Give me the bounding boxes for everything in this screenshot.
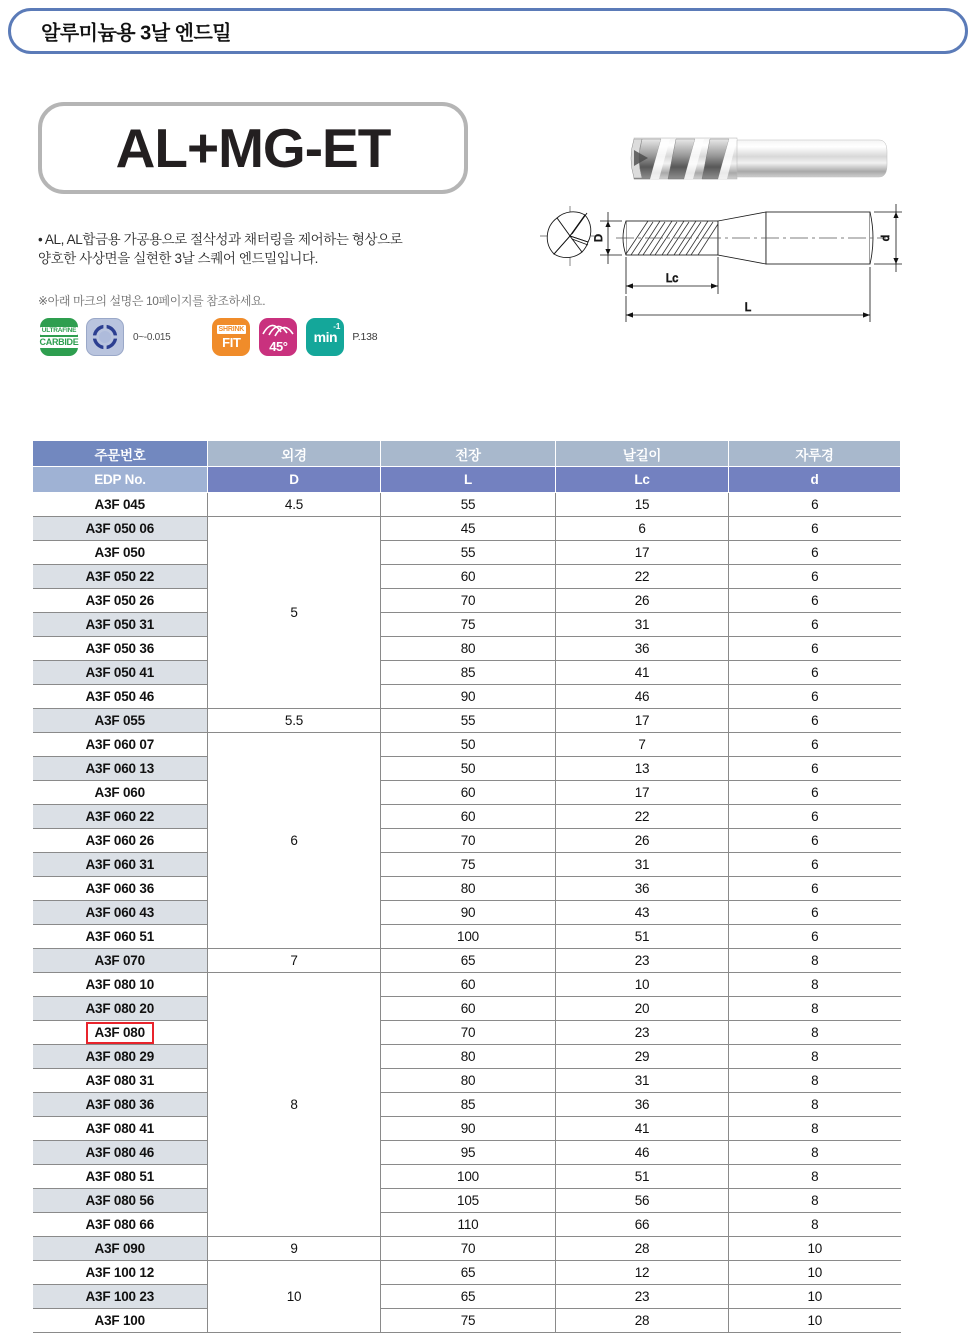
cell-overall-length: 85 <box>381 1093 556 1117</box>
technical-drawings <box>530 112 928 374</box>
cell-overall-length: 55 <box>381 709 556 733</box>
cell-flute-length: 36 <box>556 1093 729 1117</box>
table-header-row-symbol <box>33 467 901 493</box>
ring-icon <box>86 318 124 356</box>
cell-shank-diameter: 6 <box>729 613 901 637</box>
cell-shank-diameter: 8 <box>729 1165 901 1189</box>
specification-table <box>32 440 901 1333</box>
cell-flute-length: 22 <box>556 805 729 829</box>
table-row <box>33 949 901 973</box>
cell-overall-length: 75 <box>381 1309 556 1333</box>
cell-flute-length: 41 <box>556 661 729 685</box>
table-row <box>33 1117 901 1141</box>
spindle-speed-badge <box>306 318 344 356</box>
cell-shank-diameter: 6 <box>729 877 901 901</box>
helix-angle-label: 45° <box>269 339 288 354</box>
table-row <box>33 1189 901 1213</box>
table-row <box>33 1093 901 1117</box>
cell-edp-no: A3F 060 <box>33 781 208 805</box>
cell-shank-diameter: 6 <box>729 517 901 541</box>
cell-shank-diameter: 6 <box>729 757 901 781</box>
shrink-fit-badge <box>212 318 250 356</box>
col-header-Lc: Lc <box>556 467 729 493</box>
cell-edp-no: A3F 080 51 <box>33 1165 208 1189</box>
cell-edp-no: A3F 080 56 <box>33 1189 208 1213</box>
cell-edp-no: A3F 055 <box>33 709 208 733</box>
ultrafine-carbide-badge <box>40 318 78 356</box>
cell-overall-length: 60 <box>381 565 556 589</box>
cell-overall-length: 70 <box>381 1021 556 1045</box>
cell-edp-no: A3F 100 23 <box>33 1285 208 1309</box>
cell-overall-length: 60 <box>381 805 556 829</box>
cell-edp-no: A3F 070 <box>33 949 208 973</box>
cell-overall-length: 65 <box>381 1285 556 1309</box>
table-row <box>33 709 901 733</box>
table-row <box>33 757 901 781</box>
cell-flute-length: 56 <box>556 1189 729 1213</box>
cell-shank-diameter: 10 <box>729 1309 901 1333</box>
cell-shank-diameter: 10 <box>729 1285 901 1309</box>
spindle-speed-label: min <box>313 329 338 345</box>
cell-diameter: 9 <box>208 1237 381 1261</box>
cell-flute-length: 51 <box>556 1165 729 1189</box>
cell-shank-diameter: 10 <box>729 1237 901 1261</box>
cell-overall-length: 90 <box>381 685 556 709</box>
cell-flute-length: 36 <box>556 877 729 901</box>
cell-flute-length: 46 <box>556 685 729 709</box>
cell-edp-no: A3F 080 31 <box>33 1069 208 1093</box>
table-row <box>33 1165 901 1189</box>
table-row <box>33 781 901 805</box>
cell-flute-length: 29 <box>556 1045 729 1069</box>
cell-overall-length: 60 <box>381 781 556 805</box>
dimension-label-Lc: Lc <box>665 273 679 285</box>
cell-shank-diameter: 8 <box>729 1093 901 1117</box>
table-body <box>33 493 901 1333</box>
table-row <box>33 1261 901 1285</box>
cell-shank-diameter: 6 <box>729 805 901 829</box>
tolerance-label: 0~-0.015 <box>133 331 171 343</box>
col-header-L: L <box>381 467 556 493</box>
cell-edp-no: A3F 060 07 <box>33 733 208 757</box>
cell-shank-diameter: 8 <box>729 1069 901 1093</box>
cell-flute-length: 23 <box>556 1285 729 1309</box>
cell-flute-length: 31 <box>556 1069 729 1093</box>
cell-flute-length: 17 <box>556 541 729 565</box>
product-name: AL+MG-ET <box>115 117 391 179</box>
cell-edp-no: A3F 080 10 <box>33 973 208 997</box>
spindle-speed-exponent: -1 <box>333 322 341 331</box>
cell-shank-diameter: 8 <box>729 1213 901 1237</box>
col-header-overall-length-kr: 전장 <box>381 441 556 467</box>
cell-flute-length: 13 <box>556 757 729 781</box>
table-row <box>33 661 901 685</box>
table-row <box>33 925 901 949</box>
cell-edp-no: A3F 050 22 <box>33 565 208 589</box>
cell-edp-no: A3F 080 36 <box>33 1093 208 1117</box>
cell-shank-diameter: 8 <box>729 1117 901 1141</box>
cell-flute-length: 31 <box>556 613 729 637</box>
table-row <box>33 493 901 517</box>
cell-shank-diameter: 8 <box>729 1021 901 1045</box>
cell-edp-no: A3F 060 43 <box>33 901 208 925</box>
ultrafine-carbide-badge-line1: ULTRAFINE <box>41 326 77 334</box>
table-row <box>33 1021 901 1045</box>
cell-edp-no: A3F 100 <box>33 1309 208 1333</box>
table-row <box>33 517 901 541</box>
table-row <box>33 877 901 901</box>
cell-flute-length: 7 <box>556 733 729 757</box>
cell-shank-diameter: 8 <box>729 973 901 997</box>
cell-edp-no: A3F 050 26 <box>33 589 208 613</box>
cell-edp-no: A3F 050 46 <box>33 685 208 709</box>
cell-flute-length: 28 <box>556 1237 729 1261</box>
cell-shank-diameter: 6 <box>729 709 901 733</box>
cell-edp-no: A3F 050 <box>33 541 208 565</box>
cell-overall-length: 60 <box>381 997 556 1021</box>
product-description <box>38 230 478 268</box>
cell-shank-diameter: 6 <box>729 661 901 685</box>
cell-edp-no: A3F 060 13 <box>33 757 208 781</box>
table-row <box>33 685 901 709</box>
cell-overall-length: 85 <box>381 661 556 685</box>
table-row <box>33 589 901 613</box>
cell-flute-length: 46 <box>556 1141 729 1165</box>
endmill-end-view <box>540 206 600 266</box>
cell-shank-diameter: 6 <box>729 565 901 589</box>
cell-flute-length: 26 <box>556 589 729 613</box>
table-row <box>33 997 901 1021</box>
cell-overall-length: 55 <box>381 493 556 517</box>
cell-flute-length: 17 <box>556 781 729 805</box>
cell-shank-diameter: 8 <box>729 1141 901 1165</box>
table-head <box>33 441 901 493</box>
cell-flute-length: 36 <box>556 637 729 661</box>
cell-diameter: 4.5 <box>208 493 381 517</box>
page-header-banner <box>8 8 968 54</box>
cell-overall-length: 65 <box>381 1261 556 1285</box>
cell-edp-no: A3F 060 26 <box>33 829 208 853</box>
cell-edp-no <box>33 1021 208 1045</box>
table-row <box>33 901 901 925</box>
cell-edp-no: A3F 060 22 <box>33 805 208 829</box>
cell-overall-length: 70 <box>381 1237 556 1261</box>
cell-edp-no: A3F 050 41 <box>33 661 208 685</box>
cell-edp-no: A3F 080 41 <box>33 1117 208 1141</box>
cell-edp-no: A3F 080 20 <box>33 997 208 1021</box>
cell-overall-length: 80 <box>381 1045 556 1069</box>
cell-shank-diameter: 8 <box>729 997 901 1021</box>
table-row <box>33 1237 901 1261</box>
table-row <box>33 1069 901 1093</box>
cell-flute-length: 20 <box>556 997 729 1021</box>
cell-flute-length: 23 <box>556 949 729 973</box>
cell-overall-length: 75 <box>381 613 556 637</box>
cell-shank-diameter: 6 <box>729 901 901 925</box>
shrink-fit-badge-line2: FIT <box>222 335 241 350</box>
cell-overall-length: 70 <box>381 589 556 613</box>
cell-flute-length: 28 <box>556 1309 729 1333</box>
cell-shank-diameter: 6 <box>729 541 901 565</box>
cell-overall-length: 110 <box>381 1213 556 1237</box>
endmill-dimension-drawing <box>593 204 902 322</box>
table-row <box>33 1213 901 1237</box>
cell-flute-length: 51 <box>556 925 729 949</box>
col-header-flute-length-kr: 날길이 <box>556 441 729 467</box>
col-header-shank-diameter-kr: 자루경 <box>729 441 901 467</box>
cell-flute-length: 15 <box>556 493 729 517</box>
cell-edp-no: A3F 050 06 <box>33 517 208 541</box>
cell-diameter: 5.5 <box>208 709 381 733</box>
endmill-photo <box>631 138 887 179</box>
cell-shank-diameter: 6 <box>729 925 901 949</box>
table-row <box>33 733 901 757</box>
feature-badge-row <box>40 318 377 356</box>
cell-edp-no: A3F 060 51 <box>33 925 208 949</box>
cell-shank-diameter: 6 <box>729 589 901 613</box>
cell-overall-length: 45 <box>381 517 556 541</box>
cell-overall-length: 100 <box>381 1165 556 1189</box>
table-row <box>33 805 901 829</box>
shrink-fit-badge-line1: SHRINK <box>218 326 245 333</box>
table-row <box>33 613 901 637</box>
dimension-label-D: D <box>593 234 605 242</box>
cell-edp-no: A3F 080 66 <box>33 1213 208 1237</box>
col-header-D: D <box>208 467 381 493</box>
col-header-order-number-kr: 주문번호 <box>33 441 208 467</box>
cell-overall-length: 50 <box>381 757 556 781</box>
cell-overall-length: 105 <box>381 1189 556 1213</box>
dimension-label-L: L <box>744 302 752 314</box>
cell-overall-length: 75 <box>381 853 556 877</box>
cell-flute-length: 6 <box>556 517 729 541</box>
cell-flute-length: 23 <box>556 1021 729 1045</box>
cell-edp-no: A3F 090 <box>33 1237 208 1261</box>
page-reference-label: P.138 <box>352 331 378 343</box>
cell-shank-diameter: 10 <box>729 1261 901 1285</box>
table-row <box>33 1309 901 1333</box>
cell-flute-length: 31 <box>556 853 729 877</box>
cell-edp-no: A3F 080 29 <box>33 1045 208 1069</box>
cell-edp-no: A3F 045 <box>33 493 208 517</box>
cell-overall-length: 55 <box>381 541 556 565</box>
page-title: 알루미늄용 3날 엔드밀 <box>41 22 232 45</box>
cell-shank-diameter: 6 <box>729 493 901 517</box>
cell-shank-diameter: 6 <box>729 853 901 877</box>
ultrafine-carbide-badge-line2: CARBIDE <box>39 336 79 347</box>
col-header-d: d <box>729 467 901 493</box>
cell-overall-length: 100 <box>381 925 556 949</box>
cell-flute-length: 66 <box>556 1213 729 1237</box>
cell-shank-diameter: 8 <box>729 1045 901 1069</box>
helix-angle-badge <box>259 318 297 356</box>
mark-reference-note: ※아래 마크의 설명은 10페이지를 참조하세요. <box>38 294 266 308</box>
col-header-diameter-kr: 외경 <box>208 441 381 467</box>
cell-edp-no: A3F 060 36 <box>33 877 208 901</box>
cell-shank-diameter: 6 <box>729 685 901 709</box>
description-line-2: 양호한 사상면을 실현한 3날 스퀘어 엔드밀입니다. <box>38 251 319 266</box>
col-header-edp-no: EDP No. <box>33 467 208 493</box>
cell-shank-diameter: 8 <box>729 1189 901 1213</box>
cell-diameter: 5 <box>208 517 381 709</box>
cell-flute-length: 43 <box>556 901 729 925</box>
table-header-row-korean <box>33 441 901 467</box>
table-row <box>33 853 901 877</box>
cell-diameter: 10 <box>208 1261 381 1333</box>
cell-diameter: 7 <box>208 949 381 973</box>
cell-overall-length: 80 <box>381 1069 556 1093</box>
table-row <box>33 1285 901 1309</box>
cell-overall-length: 90 <box>381 1117 556 1141</box>
cell-flute-length: 17 <box>556 709 729 733</box>
cell-overall-length: 80 <box>381 637 556 661</box>
cell-edp-no: A3F 100 12 <box>33 1261 208 1285</box>
cell-flute-length: 26 <box>556 829 729 853</box>
cell-flute-length: 10 <box>556 973 729 997</box>
cell-edp-no: A3F 080 46 <box>33 1141 208 1165</box>
cell-flute-length: 41 <box>556 1117 729 1141</box>
cell-shank-diameter: 8 <box>729 949 901 973</box>
cell-diameter: 8 <box>208 973 381 1237</box>
table-row <box>33 829 901 853</box>
cell-overall-length: 95 <box>381 1141 556 1165</box>
cell-shank-diameter: 6 <box>729 781 901 805</box>
cell-edp-no: A3F 050 31 <box>33 613 208 637</box>
cell-shank-diameter: 6 <box>729 829 901 853</box>
cell-overall-length: 65 <box>381 949 556 973</box>
table-row <box>33 973 901 997</box>
description-line-1: • AL, AL합금용 가공용으로 절삭성과 채터링을 제어하는 형상으로 <box>38 232 403 247</box>
cell-overall-length: 60 <box>381 973 556 997</box>
cell-shank-diameter: 6 <box>729 733 901 757</box>
dimension-label-d: d <box>880 234 892 242</box>
cell-overall-length: 80 <box>381 877 556 901</box>
cell-flute-length: 12 <box>556 1261 729 1285</box>
product-name-plate <box>38 102 468 194</box>
table-row <box>33 541 901 565</box>
cell-edp-no: A3F 060 31 <box>33 853 208 877</box>
cell-shank-diameter: 6 <box>729 637 901 661</box>
cell-diameter: 6 <box>208 733 381 949</box>
cell-overall-length: 70 <box>381 829 556 853</box>
table-row <box>33 1141 901 1165</box>
table-row <box>33 637 901 661</box>
cell-overall-length: 50 <box>381 733 556 757</box>
cell-flute-length: 22 <box>556 565 729 589</box>
table-row <box>33 565 901 589</box>
table-row <box>33 1045 901 1069</box>
cell-edp-no: A3F 050 36 <box>33 637 208 661</box>
cell-overall-length: 90 <box>381 901 556 925</box>
highlighted-edp-cell: A3F 080 <box>86 1022 154 1044</box>
